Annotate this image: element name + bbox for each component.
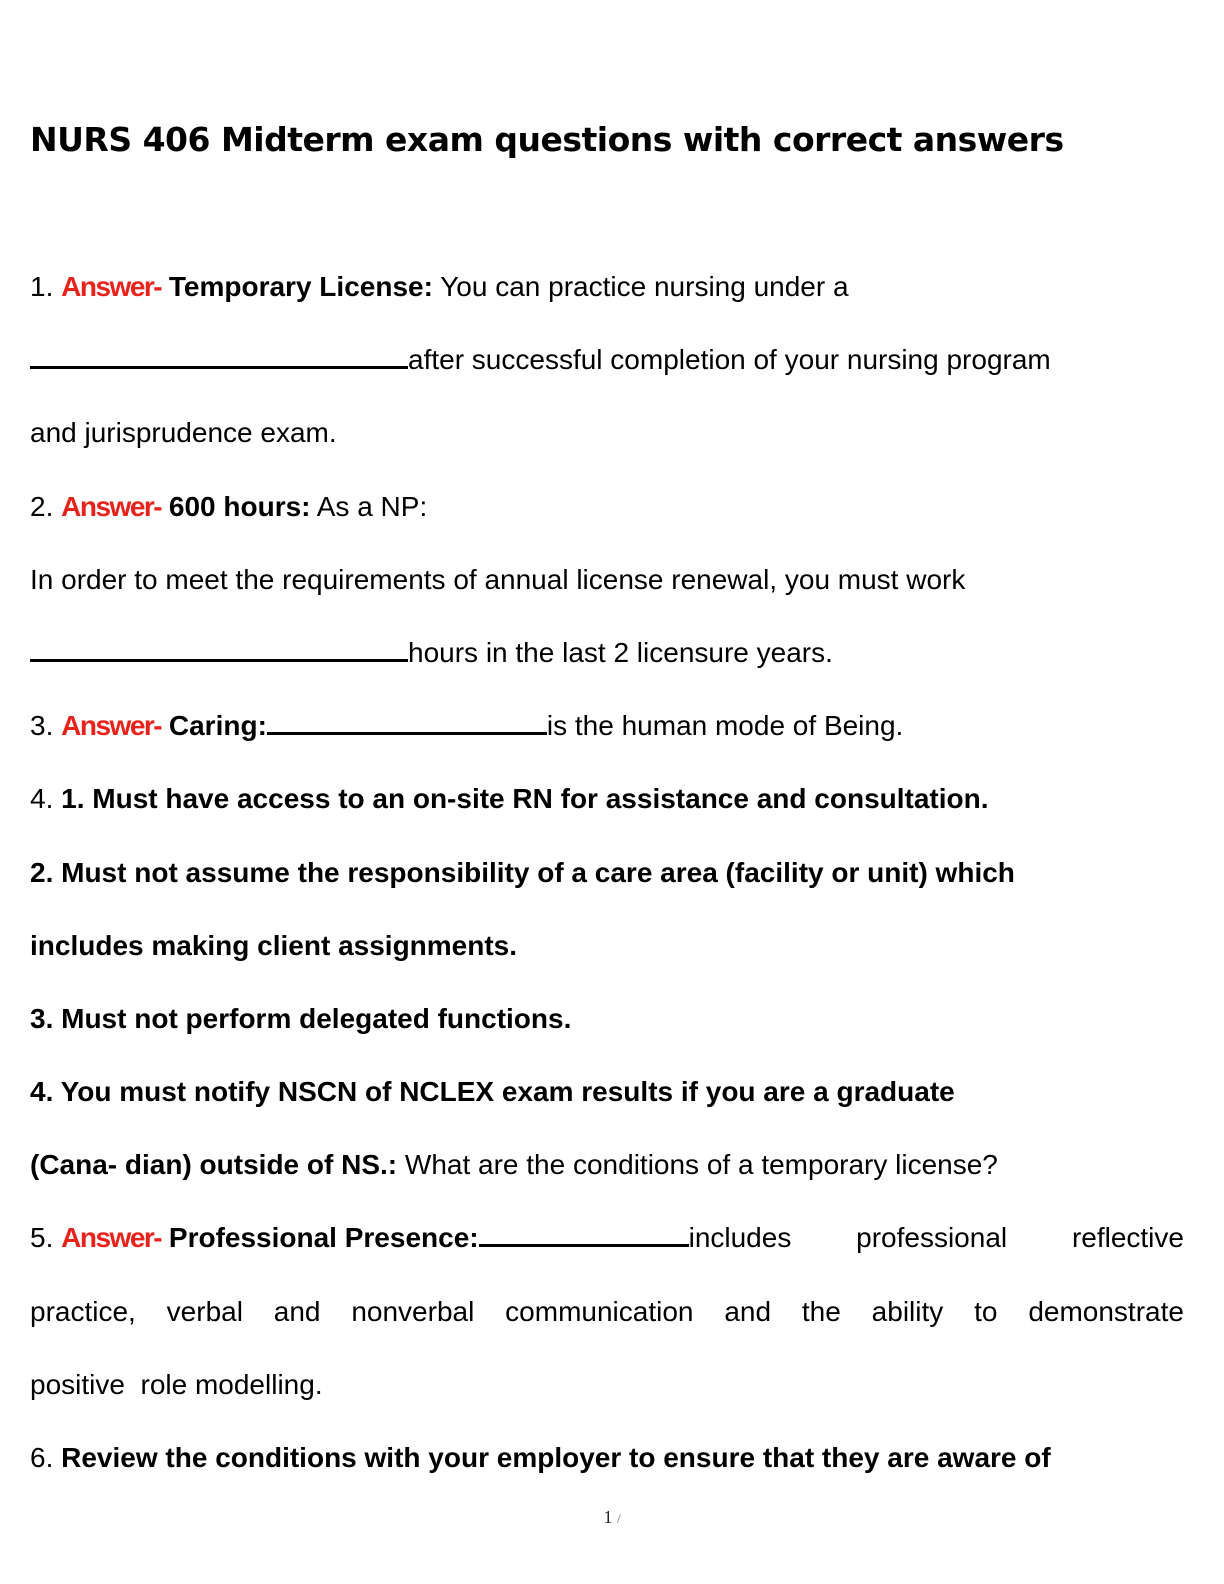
q5-word: verbal xyxy=(166,1295,243,1327)
page-footer xyxy=(0,1507,1224,1528)
q2-text-b: In order to meet the requirements of annual license renewal, you must work xyxy=(30,563,966,595)
answer-label: Answer- xyxy=(61,710,162,742)
q5-word: the xyxy=(801,1295,841,1327)
answer-label: Answer- xyxy=(61,490,162,522)
q5-term: Professional Presence: xyxy=(168,1222,479,1254)
page-number: 1 xyxy=(603,1507,613,1527)
q2-number: 2. xyxy=(30,490,54,522)
q6-line-1 xyxy=(30,1421,1184,1494)
q2-text-a: As a NP: xyxy=(310,490,428,522)
q1-line-3 xyxy=(30,396,1184,469)
q4-item-4b: (Cana- dian) outside of NS.: xyxy=(30,1149,398,1181)
q4-item-2b: includes making client assignments. xyxy=(30,929,518,961)
q5-word: and xyxy=(724,1295,772,1327)
q5-word: reflective xyxy=(1071,1222,1184,1254)
q5-word: nonverbal xyxy=(351,1295,475,1327)
q4-question: What are the conditions of a temporary license? xyxy=(397,1149,998,1181)
q1-text-a: You can practice nursing under a xyxy=(432,271,849,302)
document-title: NURS 406 Midterm exam questions with correct answers xyxy=(30,120,1064,159)
q4-number: 4. xyxy=(30,783,54,815)
q4-item-4a: 4. You must notify NSCN of NCLEX exam results if you are a graduate xyxy=(30,1076,955,1108)
q2-term: 600 hours: xyxy=(168,490,311,522)
q2-line-1 xyxy=(30,470,1184,543)
q5-word: professional xyxy=(856,1222,1008,1254)
q1-line-2 xyxy=(30,323,1184,396)
q5-line-2 xyxy=(30,1275,1184,1348)
q4-line-6 xyxy=(30,1128,1184,1201)
q4-item-3: 3. Must not perform delegated functions. xyxy=(30,1002,572,1034)
q3-number: 3. xyxy=(30,710,54,742)
q5-word: includes xyxy=(688,1222,792,1254)
q1-number: 1. xyxy=(30,271,54,302)
q3-term: Caring: xyxy=(168,710,267,742)
q6-number: 6. xyxy=(30,1442,54,1473)
q5-word: to xyxy=(974,1295,998,1327)
q3-line-1 xyxy=(30,689,1184,762)
q3-text-a: is the human mode of Being. xyxy=(546,710,904,742)
q5-line-1 xyxy=(30,1201,1184,1274)
q1-text-c: and jurisprudence exam. xyxy=(30,417,337,449)
q4-item-1: 1. Must have access to an on-site RN for assistance and consultation. xyxy=(61,783,989,815)
fill-blank xyxy=(30,639,408,662)
q5-lead xyxy=(30,1201,791,1274)
q6-text-a: Review the conditions with your employer to ensure that they are aware of xyxy=(61,1442,1051,1473)
q4-line-1 xyxy=(30,762,1184,835)
q4-item-2a: 2. Must not assume the responsibility of a care area (facility or unit) which xyxy=(30,856,1015,888)
fill-blank xyxy=(30,346,408,369)
q5-word: practice, xyxy=(30,1295,136,1327)
answer-label: Answer- xyxy=(61,271,162,302)
q2-text-c: hours in the last 2 licensure years. xyxy=(408,636,833,668)
q1-text-b: after successful completion of your nursing program xyxy=(408,344,1051,376)
q2-line-3 xyxy=(30,616,1184,689)
q5-word: ability xyxy=(871,1295,944,1327)
q5-text-c: positive role modelling. xyxy=(30,1368,323,1400)
page-separator: / xyxy=(616,1511,621,1526)
q5-word: demonstrate xyxy=(1028,1295,1184,1327)
q5-line-3 xyxy=(30,1348,1184,1421)
q2-line-2 xyxy=(30,543,1184,616)
q5-number: 5. xyxy=(30,1222,54,1254)
q1-term: Temporary License: xyxy=(168,271,433,302)
document-body xyxy=(30,250,1184,1494)
answer-label: Answer- xyxy=(61,1222,162,1254)
q5-word: and xyxy=(273,1295,321,1327)
q5-word: communication xyxy=(505,1295,694,1327)
q1-line-1 xyxy=(30,250,1184,323)
fill-blank xyxy=(267,712,547,735)
fill-blank xyxy=(479,1224,689,1247)
